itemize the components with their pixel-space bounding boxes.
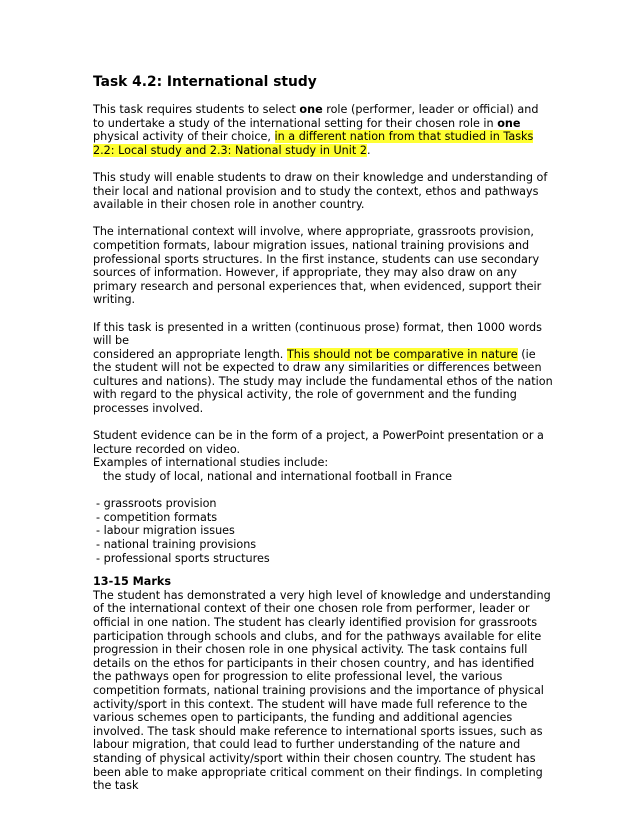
international-context-paragraph: The international context will involve, where appropriate, grassroots provision, competition formats, labour migration issues, national training provisions and professional sports structures. In the first instance, students can use secondary sources of information. However, if appropriate, they may also draw on any primary research and personal experiences that, when evidenced, support their writing. [93, 225, 542, 307]
text-run: considered an appropriate length. [93, 347, 287, 361]
highlighted-text: in a different nation from that studied in Tasks 2.2: Local study and 2.3: National study in Unit 2 [93, 130, 534, 157]
text-run: physical activity of their choice, [93, 130, 275, 144]
text-run: Student evidence can be in the form of a project, a PowerPoint presentation or a lecture recorded on video. [93, 429, 544, 456]
highlighted-text: This should not be comparative in nature [286, 347, 518, 361]
list-item: - competition formats [96, 510, 218, 524]
document-content [93, 74, 553, 806]
emphasis-one: one [497, 116, 521, 130]
marks-heading: 13-15 Marks [93, 575, 171, 589]
length-paragraph [93, 321, 553, 416]
list-item: - professional sports structures [96, 551, 270, 565]
emphasis-one: one [299, 103, 323, 116]
list-item: - labour migration issues [96, 524, 235, 538]
text-run: Examples of international studies include: [93, 456, 329, 470]
topics-list [93, 497, 553, 565]
text-run: role (performer, leader or official) and to undertake a study of the international setting for their chosen role in [93, 103, 539, 130]
study-purpose-paragraph: This study will enable students to draw on their knowledge and understanding of their local and national provision and to study the context, ethos and pathways available in their chosen role in another country. [93, 170, 548, 212]
task-title: Task 4.2: International study [93, 74, 317, 90]
intro-paragraph [93, 103, 553, 157]
text-run: This task requires students to select [93, 103, 300, 116]
text-run: (ie the student will not be expected to draw any similarities or differences between cultures and nations). The study may include the fundamental ethos of the nation with regard to the physical activity, the role of government and the funding processes involved. [93, 347, 553, 416]
text-run: . [366, 143, 371, 157]
evidence-paragraph [93, 429, 553, 483]
example-text: the study of local, national and international football in France [103, 470, 452, 484]
list-item: - grassroots provision [96, 497, 217, 511]
list-item: - national training provisions [96, 538, 257, 551]
text-run: If this task is presented in a written (continuous prose) format, then 1000 words will be [93, 320, 542, 348]
marks-description: The student has demonstrated a very high level of knowledge and understanding of the international context of their one chosen role from performer, leader or official in one nation. The student has clearly identified provision for grassroots participation through schools and clubs, and for the pathways available for elite progression in their chosen role in one physical activity. The task contains full details on the ethos for participants in their chosen country, and has identified the pathways open for progression to elite professional level, the various competition formats, national training provisions and the importance of physical activity/sport in this context. The student will have made full reference to the various schemes open to participants, the funding and additional agencies involved. The task should make reference to international sports issues, such as labour migration, that could lead to further understanding of the nature and standing of physical activity/sport within their chosen country. The student has been able to make appropriate critical comment on their findings. In completing the task [93, 588, 551, 793]
